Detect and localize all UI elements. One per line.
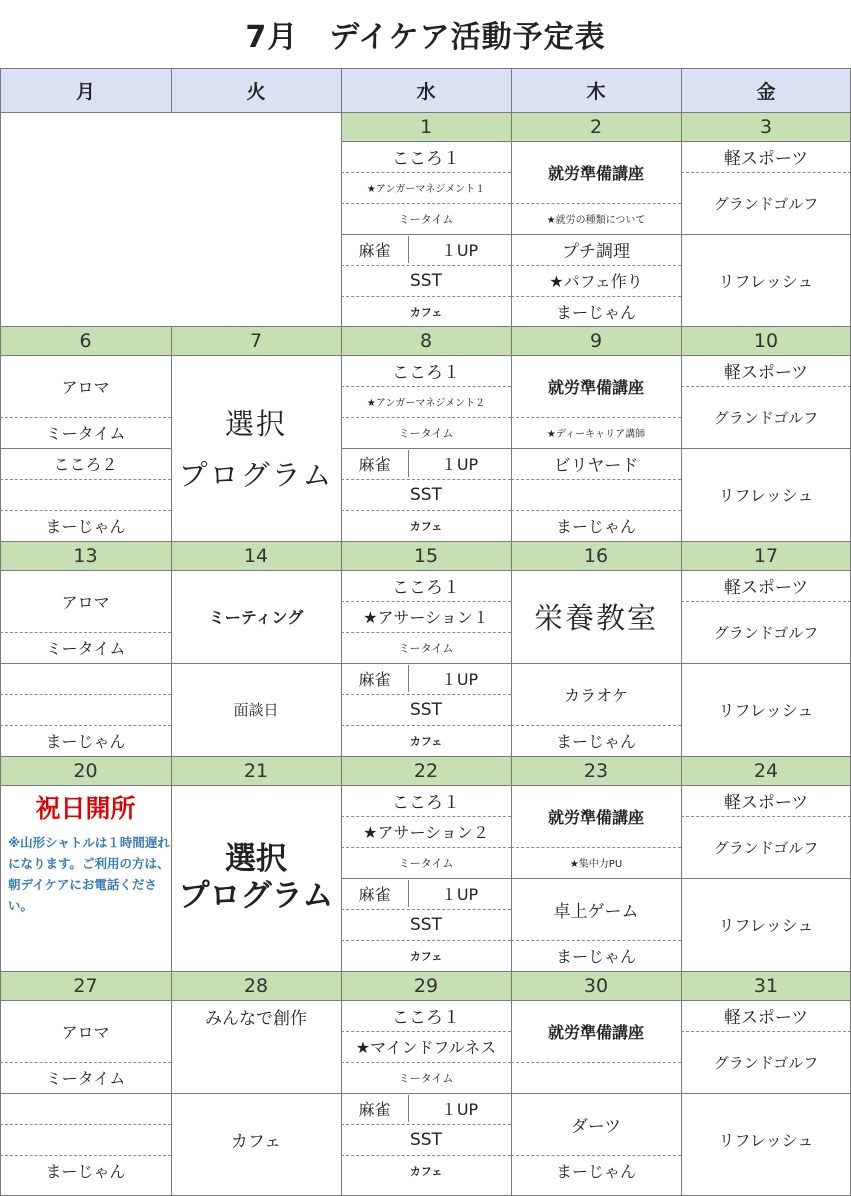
dashed-divider <box>341 296 511 297</box>
activity-mahjong: 麻雀 <box>358 1100 391 1119</box>
grid-line <box>408 665 409 692</box>
dashed-divider <box>511 479 681 480</box>
weekday-header-fri: 金 <box>681 68 851 112</box>
activity-light-sports: 軽スポーツ <box>723 578 809 598</box>
activity-me-time: ミータイム <box>398 856 454 870</box>
dashed-divider <box>0 725 171 726</box>
dashed-divider <box>0 1124 171 1125</box>
grid-line <box>681 663 851 664</box>
date-cell: 10 <box>681 326 851 355</box>
activity-detail: ★マインドフルネス <box>355 1038 497 1057</box>
grid-line <box>341 234 511 235</box>
grid-line <box>0 541 851 542</box>
date-cell: 16 <box>511 541 681 570</box>
activity-kokoro: こころ１ <box>392 1008 460 1028</box>
dashed-divider <box>681 816 851 817</box>
grid-line <box>681 1093 851 1094</box>
grid-line <box>0 663 171 664</box>
selection-program <box>171 355 341 541</box>
activity-cafe: カフェ <box>230 1132 282 1152</box>
date-cell: 13 <box>0 541 171 570</box>
date-cell: 20 <box>0 756 171 785</box>
grid-line <box>408 1095 409 1122</box>
grid-line <box>681 234 851 235</box>
dashed-divider <box>341 417 511 418</box>
activity-sst: SST <box>410 484 442 505</box>
activity-me-time: ミータイム <box>398 212 454 226</box>
dashed-divider <box>681 386 851 387</box>
activity-job-prep-course: 就労準備講座 <box>547 377 644 397</box>
grid-line <box>0 570 851 571</box>
selection-program-line1: 選択 <box>224 407 287 441</box>
dashed-divider <box>341 816 511 817</box>
date-cell: 27 <box>0 971 171 1000</box>
activity-ground-golf: グランドゴルフ <box>713 623 819 642</box>
activity-mahjong: 麻雀 <box>358 455 391 474</box>
grid-line <box>0 326 851 327</box>
activity-cafe: カフェ <box>409 949 443 963</box>
activity-detail: ★アサーション１ <box>363 608 489 627</box>
activity-me-time: ミータイム <box>45 639 126 658</box>
dashed-divider <box>341 1031 511 1032</box>
date-cell: 28 <box>171 971 341 1000</box>
activity-mahjong-hiragana: まーじゃん <box>555 517 636 536</box>
grid-line <box>341 1093 511 1094</box>
activity-me-time: ミータイム <box>45 424 126 443</box>
activity-sst: SST <box>410 270 442 291</box>
activity-detail: ★アンガーマネジメント２ <box>366 398 486 409</box>
activity-light-sports: 軽スポーツ <box>723 1008 809 1028</box>
selection-program-line2: プログラム <box>178 878 334 914</box>
dashed-divider <box>341 1124 511 1125</box>
grid-line <box>408 236 409 263</box>
activity-me-time: ミータイム <box>398 641 454 655</box>
dashed-divider <box>341 1155 511 1156</box>
activity-ground-golf: グランドゴルフ <box>713 1053 819 1072</box>
date-cell: 23 <box>511 756 681 785</box>
grid-line <box>171 1093 341 1094</box>
grid-line <box>0 112 851 113</box>
date-cell: 15 <box>341 541 511 570</box>
dashed-divider <box>0 1155 171 1156</box>
activity-job-prep-course: 就労準備講座 <box>547 807 644 827</box>
activity-thursday-pm: ビリヤード <box>553 456 639 476</box>
activity-mahjong-hiragana: まーじゃん <box>555 303 636 322</box>
grid-line <box>171 326 172 1196</box>
date-cell: 6 <box>0 326 171 355</box>
holiday-open-label: 祝日開所 <box>35 794 136 823</box>
activity-mahjong: 麻雀 <box>358 670 391 689</box>
grid-line <box>341 68 342 1196</box>
activity-1up: １UP <box>440 241 479 260</box>
date-cell: 9 <box>511 326 681 355</box>
dashed-divider <box>0 479 171 480</box>
grid-line <box>0 756 851 757</box>
grid-line <box>341 663 511 664</box>
date-cell: 1 <box>341 112 511 141</box>
dashed-divider <box>0 417 171 418</box>
date-cell: 31 <box>681 971 851 1000</box>
activity-creative-together: みんなで創作 <box>205 1009 307 1029</box>
date-cell: 7 <box>171 326 341 355</box>
weekday-header-mon: 月 <box>0 68 171 112</box>
activity-parfait: ★パフェ作り <box>549 272 643 291</box>
page-title: 7月 デイケア活動予定表 <box>245 20 606 55</box>
activity-detail: ★アンガーマネジメント１ <box>366 184 486 195</box>
dashed-divider <box>0 510 171 511</box>
dashed-divider <box>681 1031 851 1032</box>
activity-me-time: ミータイム <box>398 426 454 440</box>
date-cell: 30 <box>511 971 681 1000</box>
date-cell: 2 <box>511 112 681 141</box>
activity-light-sports: 軽スポーツ <box>723 363 809 383</box>
activity-cafe: カフェ <box>409 734 443 748</box>
grid-line <box>341 141 851 142</box>
activity-kokoro: こころ１ <box>392 793 460 813</box>
activity-me-time: ミータイム <box>398 1071 454 1085</box>
dashed-divider <box>341 1062 511 1063</box>
dashed-divider <box>0 632 171 633</box>
grid-line <box>0 971 851 972</box>
activity-mahjong: 麻雀 <box>358 241 391 260</box>
grid-line <box>341 448 511 449</box>
grid-line <box>341 878 511 879</box>
selection-program-line2: プログラム <box>178 458 334 492</box>
activity-mahjong-hiragana: まーじゃん <box>555 947 636 966</box>
activity-ground-golf: グランドゴルフ <box>713 408 819 427</box>
activity-thursday-pm: ダーツ <box>570 1116 622 1137</box>
activity-job-prep-course: 就労準備講座 <box>547 163 644 183</box>
activity-ground-golf: グランドゴルフ <box>713 838 819 857</box>
dashed-divider <box>511 265 681 266</box>
grid-line <box>408 880 409 907</box>
activity-aroma: アロマ <box>61 377 110 397</box>
dashed-divider <box>341 601 511 602</box>
activity-refresh: リフレッシュ <box>718 1131 814 1150</box>
activity-sst: SST <box>410 699 442 720</box>
activity-interview-day: 面談日 <box>233 701 279 719</box>
activity-refresh: リフレッシュ <box>718 916 814 935</box>
activity-sst: SST <box>410 1129 442 1150</box>
activity-cafe: カフェ <box>409 1164 443 1178</box>
grid-line <box>0 785 851 786</box>
dashed-divider <box>341 694 511 695</box>
grid-line <box>681 878 851 879</box>
activity-refresh: リフレッシュ <box>718 272 814 291</box>
date-cell: 8 <box>341 326 511 355</box>
activity-meeting: ミーティング <box>208 608 304 627</box>
activity-aroma: アロマ <box>61 592 110 612</box>
grid-line <box>681 448 851 449</box>
activity-light-sports: 軽スポーツ <box>723 793 809 813</box>
shuttle-notice: ※山形シャトルは１時間遅れになります。ご利用の方は、朝デイケアにお電話ください。 <box>8 835 170 913</box>
activity-cafe: カフェ <box>409 305 443 319</box>
activity-sst: SST <box>410 914 442 935</box>
date-cell: 29 <box>341 971 511 1000</box>
activity-1up: １UP <box>440 1100 479 1119</box>
dashed-divider <box>341 510 511 511</box>
dashed-divider <box>0 1062 171 1063</box>
date-cell: 17 <box>681 541 851 570</box>
grid-line <box>0 68 851 69</box>
dashed-divider <box>341 847 511 848</box>
activity-mahjong-hiragana: まーじゃん <box>45 517 126 536</box>
activity-job-prep-course: 就労準備講座 <box>547 1022 644 1042</box>
dashed-divider <box>341 479 511 480</box>
activity-1up: １UP <box>440 885 479 904</box>
activity-detail: ★集中力PU <box>569 859 623 870</box>
activity-mahjong-hiragana: まーじゃん <box>45 732 126 751</box>
activity-kokoro: こころ１ <box>392 578 460 598</box>
activity-light-sports: 軽スポーツ <box>723 149 809 169</box>
activity-1up: １UP <box>440 670 479 689</box>
schedule-table <box>0 68 851 1196</box>
grid-line <box>0 1000 851 1001</box>
activity-karaoke: カラオケ <box>564 685 628 705</box>
activity-detail: ★アサーション２ <box>363 823 489 842</box>
activity-kokoro: こころ１ <box>392 149 460 169</box>
activity-1up: １UP <box>440 455 479 474</box>
activity-detail: ★ディーキャリア講師 <box>546 429 646 440</box>
activity-refresh: リフレッシュ <box>718 701 814 720</box>
dashed-divider <box>341 203 511 204</box>
dashed-divider <box>681 601 851 602</box>
date-cell: 14 <box>171 541 341 570</box>
grid-line <box>0 1093 171 1094</box>
dashed-divider <box>341 172 511 173</box>
weekday-header-tue: 火 <box>171 68 341 112</box>
dashed-divider <box>0 694 171 695</box>
activity-ground-golf: グランドゴルフ <box>713 194 819 213</box>
dashed-divider <box>511 1062 681 1063</box>
activity-mahjong-hiragana: まーじゃん <box>555 732 636 751</box>
activity-mahjong-hiragana: まーじゃん <box>45 1162 126 1181</box>
dashed-divider <box>681 172 851 173</box>
selection-program-line1: 選択 <box>225 840 287 877</box>
weekday-header-wed: 水 <box>341 68 511 112</box>
dashed-divider <box>341 386 511 387</box>
dashed-divider <box>341 725 511 726</box>
activity-refresh: リフレッシュ <box>718 486 814 505</box>
date-cell: 3 <box>681 112 851 141</box>
grid-line <box>171 68 172 112</box>
activity-kokoro2: こころ２ <box>53 455 118 474</box>
dashed-divider <box>341 632 511 633</box>
activity-thursday-pm: 卓上ゲーム <box>553 901 639 922</box>
activity-me-time: ミータイム <box>45 1069 126 1088</box>
activity-mahjong-hiragana: まーじゃん <box>555 1162 636 1181</box>
date-cell: 24 <box>681 756 851 785</box>
activity-mini-cooking: プチ調理 <box>562 242 630 262</box>
grid-line <box>408 450 409 477</box>
activity-detail: ★就労の種類について <box>546 215 646 226</box>
activity-cafe: カフェ <box>409 519 443 533</box>
activity-mahjong: 麻雀 <box>358 885 391 904</box>
grid-line <box>171 663 341 664</box>
date-cell: 22 <box>341 756 511 785</box>
activity-kokoro: こころ１ <box>392 363 460 383</box>
dashed-divider <box>341 940 511 941</box>
grid-line <box>681 68 682 1196</box>
selection-program <box>171 785 341 971</box>
activity-nutrition-class: 栄養教室 <box>533 601 658 635</box>
dashed-divider <box>341 909 511 910</box>
activity-aroma: アロマ <box>61 1022 110 1042</box>
grid-border <box>0 68 1 1196</box>
grid-line <box>0 355 851 356</box>
date-cell: 21 <box>171 756 341 785</box>
weekday-header-thu: 木 <box>511 68 681 112</box>
grid-line <box>511 68 512 1196</box>
dashed-divider <box>341 265 511 266</box>
